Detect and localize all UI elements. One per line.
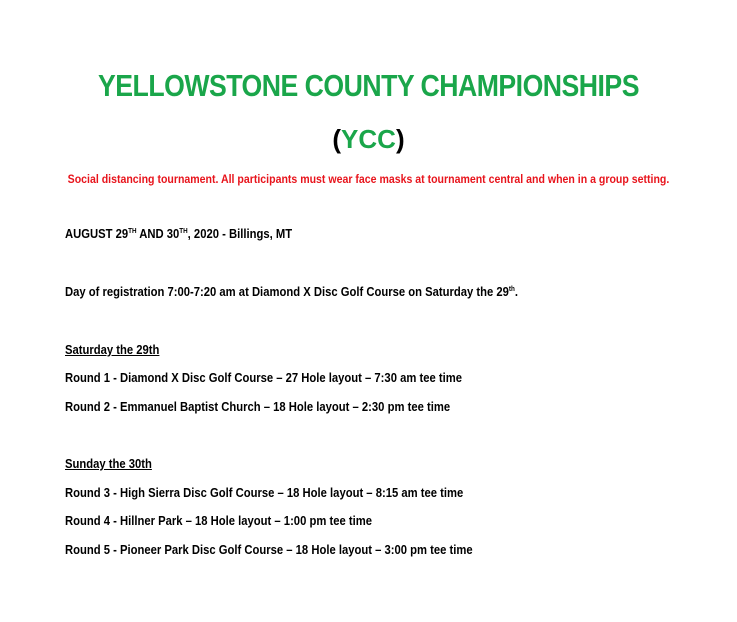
registration-sup: th [508, 286, 515, 293]
round-5: Round 5 - Pioneer Park Disc Golf Course – 18 Hole layout – 3:00 pm tee time [65, 543, 473, 557]
dates-part-2: AND 30 [136, 227, 180, 241]
registration-end: . [514, 285, 518, 299]
round-3: Round 3 - High Sierra Disc Golf Course – 18 Hole layout – 8:15 am tee time [65, 486, 464, 500]
registration-info [65, 285, 518, 299]
round-4: Round 4 - Hillner Park – 18 Hole layout – 1:00 pm tee time [65, 514, 372, 528]
social-distancing-notice: Social distancing tournament. All participants must wear face masks at tournament central and when in a group setting. [67, 172, 670, 186]
document-subtitle [0, 124, 737, 155]
document-title: YELLOWSTONE COUNTY CHAMPIONSHIPS [98, 68, 639, 103]
saturday-heading: Saturday the 29th [65, 343, 160, 357]
subtitle-open-paren: ( [332, 124, 342, 154]
dates-sup-1: TH [128, 228, 137, 235]
sunday-heading: Sunday the 30th [65, 457, 152, 471]
event-dates [65, 227, 292, 241]
subtitle-close-paren: ) [395, 124, 405, 154]
dates-part-3: , 2020 - Billings, MT [187, 227, 293, 241]
dates-part-1: AUGUST 29 [65, 227, 129, 241]
dates-sup-2: TH [179, 228, 188, 235]
subtitle-abbreviation: YCC [341, 124, 396, 154]
registration-text: Day of registration 7:00-7:20 am at Diamond X Disc Golf Course on Saturday the 29 [65, 285, 509, 299]
round-1: Round 1 - Diamond X Disc Golf Course – 27 Hole layout – 7:30 am tee time [65, 371, 462, 385]
round-2: Round 2 - Emmanuel Baptist Church – 18 Hole layout – 2:30 pm tee time [65, 400, 451, 414]
